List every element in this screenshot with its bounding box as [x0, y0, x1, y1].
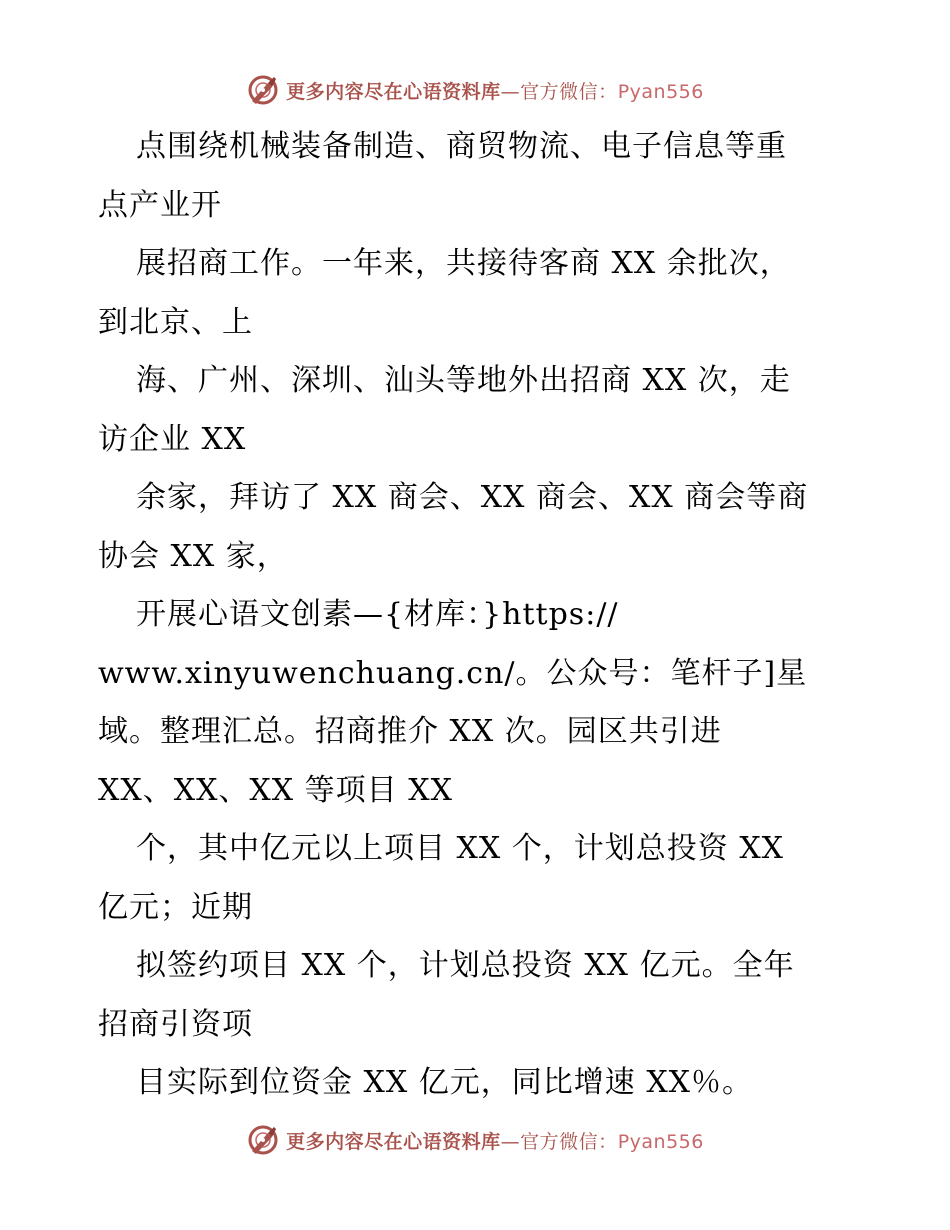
body-line: 亿元；近期 [98, 889, 253, 925]
body-line: 拟签约项目 XX 个，计划总投资 XX 亿元。全年 [136, 948, 795, 983]
body-line: 展招商工作。一年来，共接待客商 XX 余批次， [136, 246, 791, 281]
pen-nib-logo-icon [246, 73, 280, 107]
pen-nib-logo-icon [246, 1123, 280, 1157]
header-banner [0, 70, 950, 110]
header-banner-label: 官方微信： [520, 80, 618, 103]
footer-banner-wechat-id: Pyan556 [617, 1130, 704, 1153]
body-line: XX、XX、XX 等项目 XX [98, 772, 453, 808]
footer-banner-dash: — [500, 1130, 521, 1153]
footer-banner [0, 1120, 950, 1160]
body-line: 访企业 XX [98, 421, 247, 457]
body-line: 点产业开 [98, 187, 222, 223]
body-line: 余家，拜访了 XX 商会、XX 商会、XX 商会等商 [136, 480, 809, 515]
body-line: www.xinyuwenchuang.cn/。公众号：笔杆子]星 [98, 655, 808, 691]
body-line: 域。整理汇总。招商推介 XX 次。园区共引进 [98, 714, 722, 749]
footer-banner-label: 官方微信： [520, 1130, 618, 1153]
footer-banner-text [286, 1127, 704, 1154]
body-line: 海、广州、深圳、汕头等地外出招商 XX 次，走 [136, 363, 791, 398]
footer-banner-main: 更多内容尽在心语资料库 [286, 1130, 501, 1153]
header-banner-main: 更多内容尽在心语资料库 [286, 80, 501, 103]
document-body [98, 118, 858, 1113]
body-line: 目实际到位资金 XX 亿元，同比增速 XX％。 [136, 1065, 754, 1100]
header-banner-text [286, 77, 704, 104]
body-line: 到北京、上 [98, 304, 253, 340]
body-line: 协会 XX 家， [98, 538, 288, 574]
header-banner-content [246, 73, 704, 107]
header-banner-dash: — [500, 80, 521, 103]
footer-banner-content [246, 1123, 704, 1157]
header-banner-wechat-id: Pyan556 [617, 80, 704, 103]
body-line: 开展心语文创素—{材库：}https:// [136, 597, 619, 632]
body-line: 招商引资项 [98, 1006, 253, 1042]
body-line: 个，其中亿元以上项目 XX 个，计划总投资 XX [136, 831, 785, 866]
body-line: 点围绕机械装备制造、商贸物流、电子信息等重 [136, 129, 787, 164]
